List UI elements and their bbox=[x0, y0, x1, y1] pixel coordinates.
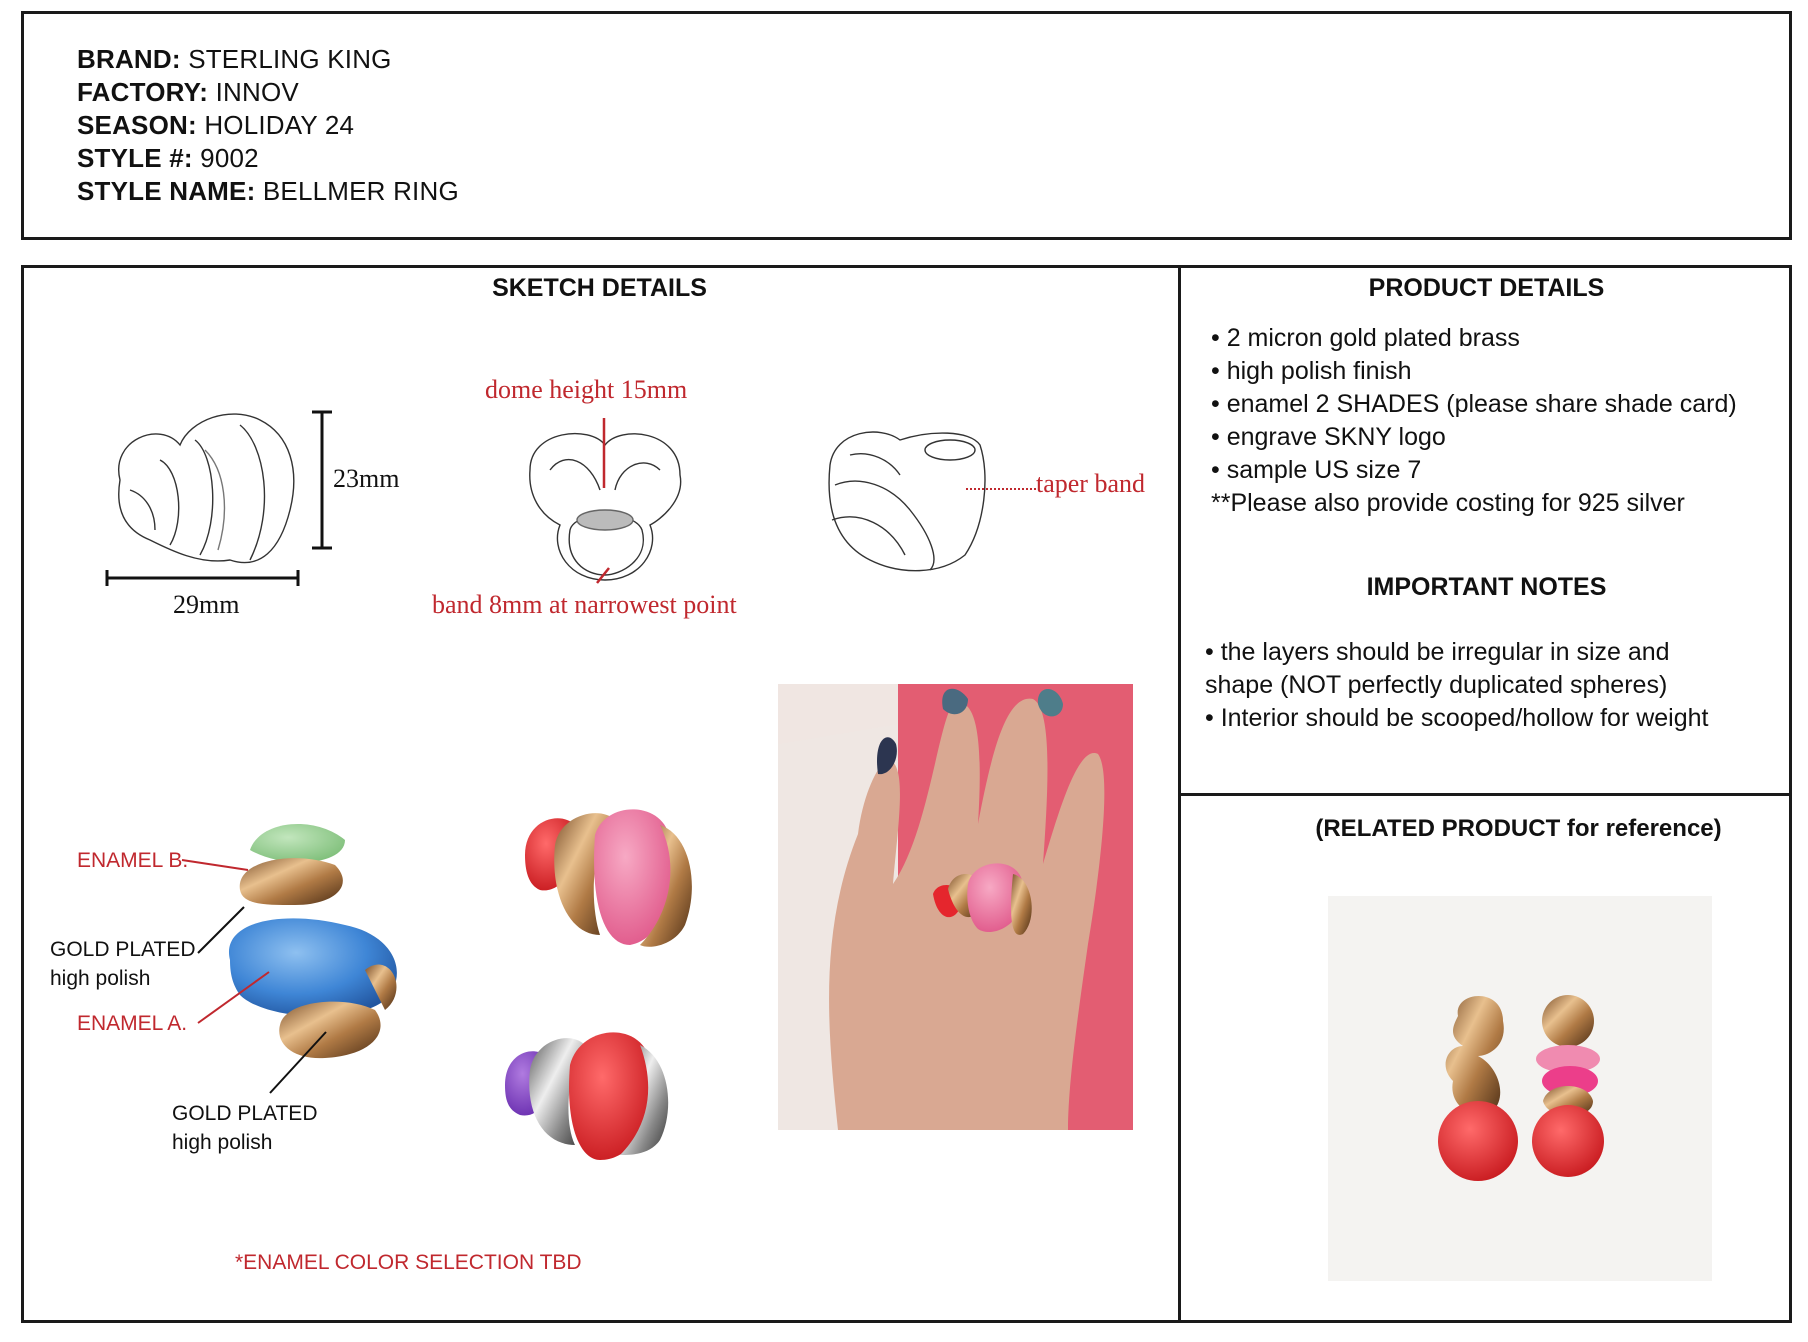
season-row: SEASON: HOLIDAY 24 bbox=[77, 110, 355, 140]
enamel-a-label: ENAMEL A. bbox=[77, 1012, 188, 1035]
band-width-label: band 8mm at narrowest point bbox=[432, 590, 737, 619]
colored-ring-rendering bbox=[225, 810, 475, 1110]
hand-wearing-ring-photo bbox=[778, 684, 1133, 1130]
width-dimension: 29mm bbox=[173, 590, 240, 619]
note-line: • the layers should be irregular in size and bbox=[1205, 638, 1670, 666]
taper-band-label: taper band bbox=[1036, 469, 1146, 498]
product-details-list bbox=[1211, 322, 1737, 520]
red-colorway-rendering bbox=[500, 1015, 685, 1165]
enamel-note: *ENAMEL COLOR SELECTION TBD bbox=[235, 1251, 582, 1274]
product-detail-item: • enamel 2 SHADES (please share shade card) bbox=[1211, 390, 1737, 418]
style-name-row: STYLE NAME: BELLMER RING bbox=[77, 176, 459, 206]
related-product-title: (RELATED PRODUCT for reference) bbox=[1315, 815, 1722, 842]
factory-row: FACTORY: INNOV bbox=[77, 77, 299, 107]
pink-colorway-rendering bbox=[520, 795, 705, 955]
gold-plated-label-1: GOLD PLATED high polish bbox=[50, 938, 196, 990]
taper-band-leader bbox=[966, 484, 1038, 494]
dome-height-label: dome height 15mm bbox=[485, 375, 688, 404]
product-detail-item: • 2 micron gold plated brass bbox=[1211, 324, 1520, 352]
height-dimension: 23mm bbox=[333, 464, 400, 493]
width-dimension-line bbox=[105, 568, 300, 588]
gold-plated-label-2: GOLD PLATED high polish bbox=[172, 1102, 318, 1154]
product-detail-item: **Please also provide costing for 925 silver bbox=[1211, 489, 1685, 517]
enamel-a-leader bbox=[196, 970, 271, 1025]
row-divider bbox=[1178, 793, 1792, 796]
important-notes-title: IMPORTANT NOTES bbox=[1366, 573, 1607, 601]
style-number-row: STYLE #: 9002 bbox=[77, 143, 259, 173]
important-notes-list bbox=[1205, 636, 1709, 735]
sketch-details-title: SKETCH DETAILS bbox=[492, 274, 707, 302]
note-line: shape (NOT perfectly duplicated spheres) bbox=[1205, 671, 1668, 699]
product-detail-item: • high polish finish bbox=[1211, 357, 1412, 385]
product-details-title: PRODUCT DETAILS bbox=[1368, 274, 1605, 302]
enamel-b-leader bbox=[180, 855, 250, 875]
ring-side-sketch bbox=[820, 425, 995, 580]
product-detail-item: • engrave SKNY logo bbox=[1211, 423, 1446, 451]
enamel-b-label: ENAMEL B. bbox=[77, 849, 189, 872]
gold-plated-leader-2 bbox=[268, 1030, 328, 1095]
gold-plated-leader-1 bbox=[196, 905, 246, 955]
product-detail-item: • sample US size 7 bbox=[1211, 456, 1422, 484]
related-earrings-photo bbox=[1328, 896, 1712, 1281]
brand-row: BRAND: STERLING KING bbox=[77, 44, 392, 74]
note-line: • Interior should be scooped/hollow for weight bbox=[1205, 704, 1709, 732]
dome-height-indicator bbox=[595, 418, 615, 588]
